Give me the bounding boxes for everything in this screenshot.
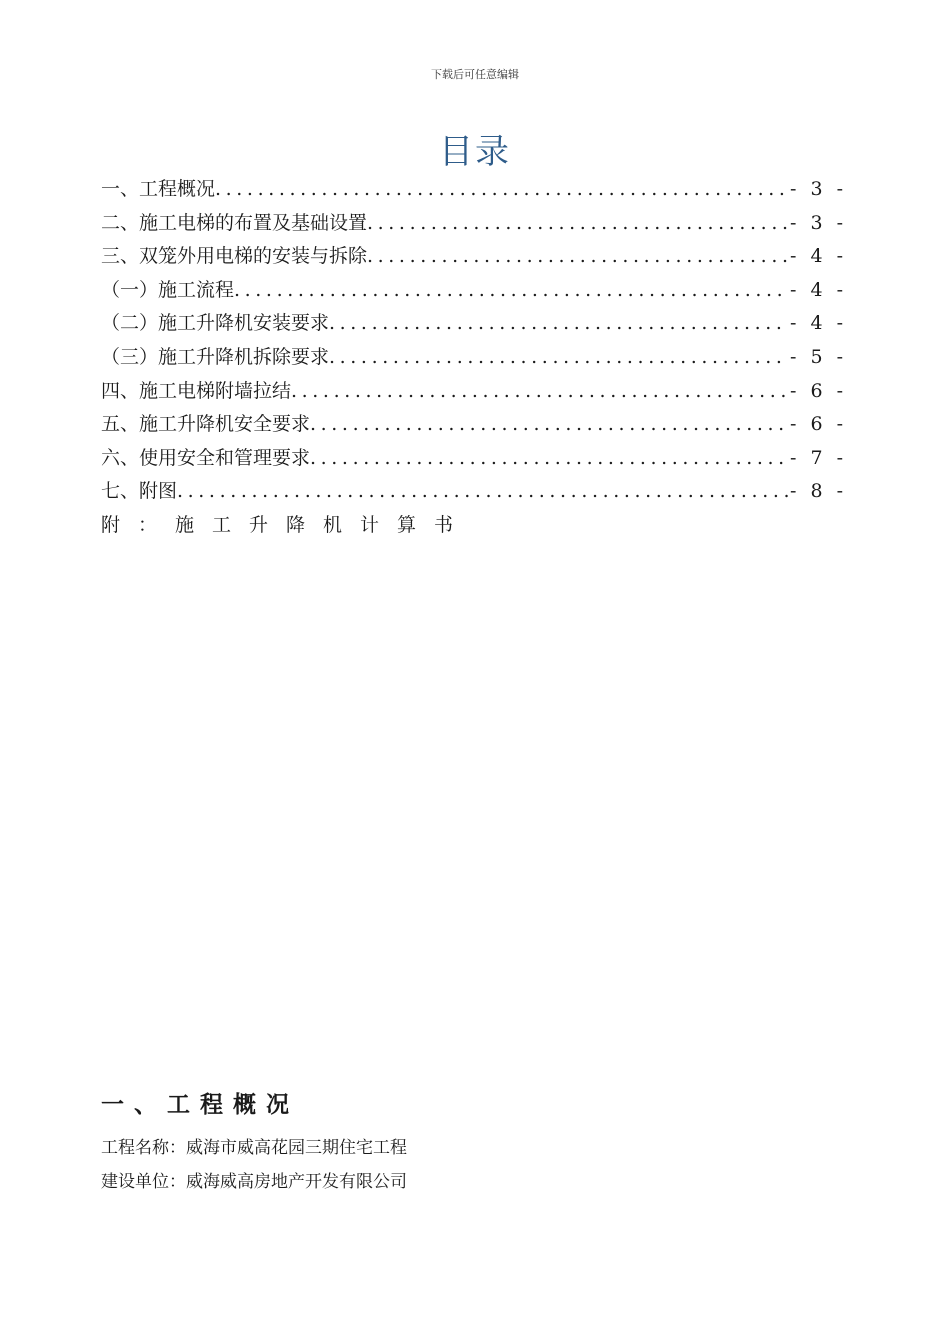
- project-name: 工程名称：威海市威高花园三期住宅工程: [101, 1138, 407, 1158]
- toc-leader-dots: [367, 245, 788, 267]
- toc-item[interactable]: [101, 241, 847, 275]
- toc-item-label: （三）施工升降机拆除要求: [101, 345, 330, 368]
- toc-leader-dots: [310, 413, 788, 435]
- toc-item[interactable]: [101, 275, 847, 309]
- builder-unit: 建设单位：威海威高房地产开发有限公司: [101, 1172, 407, 1192]
- toc-item-label: 三、双笼外用电梯的安装与拆除: [101, 245, 368, 268]
- toc-leader-dots: [329, 346, 788, 368]
- toc-item-page: - 8 -: [789, 480, 847, 503]
- toc-item-page: - 6 -: [789, 379, 847, 402]
- toc-leader-dots: [234, 279, 788, 301]
- toc-item[interactable]: [101, 308, 847, 342]
- toc-leader-dots: [291, 380, 788, 402]
- toc-item[interactable]: [101, 342, 847, 376]
- toc-item-label: 四、施工电梯附墙拉结: [101, 379, 292, 402]
- header-note: 下载后可任意编辑: [431, 68, 519, 81]
- toc-item-page: - 5 -: [789, 345, 847, 368]
- toc-leader-dots: [310, 447, 788, 469]
- toc-item-label: （二）施工升降机安装要求: [101, 312, 330, 335]
- toc-item[interactable]: [101, 476, 847, 510]
- toc-leader-dots: [367, 212, 788, 234]
- toc-item-label: 七、附图: [101, 480, 178, 503]
- toc-item-label: 六、使用安全和管理要求: [101, 446, 311, 469]
- toc-item-label: 五、施工升降机安全要求: [101, 413, 311, 436]
- table-of-contents: [101, 174, 847, 544]
- toc-title: 目录: [439, 132, 511, 172]
- toc-item-label: 一、工程概况: [101, 178, 216, 200]
- toc-leader-dots: [329, 312, 788, 334]
- toc-item-label: （一）施工流程: [101, 278, 235, 301]
- toc-item[interactable]: [101, 208, 847, 242]
- toc-item[interactable]: [101, 409, 847, 443]
- toc-item[interactable]: [101, 376, 847, 410]
- toc-item-page: - 4 -: [789, 245, 847, 268]
- toc-leader-dots: [215, 178, 788, 200]
- toc-leader-dots: [177, 480, 788, 502]
- toc-item[interactable]: [101, 443, 847, 477]
- section-heading: 一、工程概况: [101, 1092, 299, 1118]
- toc-item-page: - 3 -: [789, 211, 847, 234]
- toc-item-page: - 3 -: [789, 178, 847, 200]
- toc-item-page: - 7 -: [789, 446, 847, 469]
- toc-appendix: 附：施工升降机计算书: [101, 513, 472, 536]
- toc-item[interactable]: [101, 174, 847, 208]
- toc-item-page: - 4 -: [789, 278, 847, 301]
- toc-item-page: - 4 -: [789, 312, 847, 335]
- toc-item-page: - 6 -: [789, 413, 847, 436]
- toc-item-label: 二、施工电梯的布置及基础设置: [101, 211, 368, 234]
